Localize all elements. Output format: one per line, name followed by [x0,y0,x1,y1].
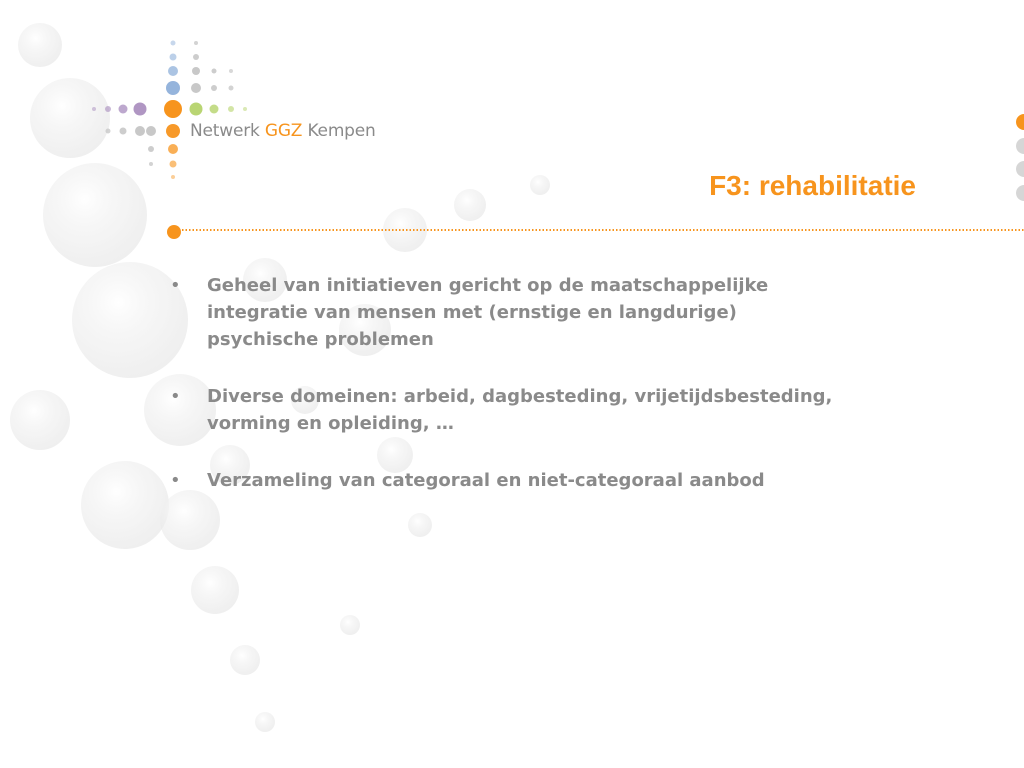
list-item [170,467,850,494]
bullet-list [170,272,850,524]
logo-wordmark [190,121,376,141]
title-divider [160,220,1024,244]
bullet-marker: • [170,470,181,491]
logo-text-suffix: Kempen [302,121,376,141]
bullet-text: Diverse domeinen: arbeid, dagbesteding, vrijetijdsbesteding, vorming en opleiding, … [207,386,833,434]
logo-dot-cluster-icon [80,20,280,200]
bullet-marker: • [170,275,181,296]
list-item [170,383,850,437]
bullet-text: Geheel van initiatieven gericht op de maatschappelijke integratie van mensen met (ernstige en langdurige) psychische problemen [207,275,769,350]
logo-text-prefix: Netwerk [190,121,265,141]
logo-text-brand: GGZ [264,121,303,141]
list-item [170,272,850,353]
bullet-marker: • [170,386,181,407]
side-dot-indicator-icon [1006,110,1024,210]
bullet-text: Verzameling van categoraal en niet-categoraal aanbod [207,470,765,491]
slide-title: F3: rehabilitatie [709,170,916,201]
